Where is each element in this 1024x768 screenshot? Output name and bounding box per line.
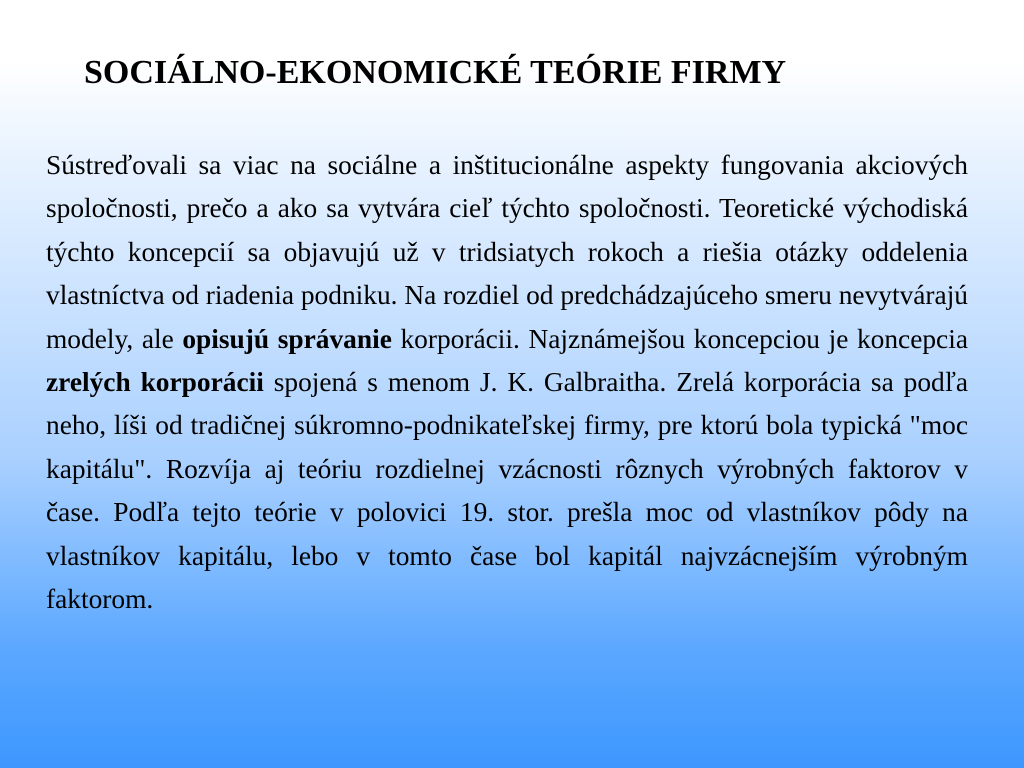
emphasis-zrelych-korporacii: zrelých korporácii — [46, 367, 264, 398]
slide-title: SOCIÁLNO-EKONOMICKÉ TEÓRIE FIRMY — [84, 54, 787, 91]
body-text-part-3: spojená s menom J. K. Galbraitha. Zrelá korporácia sa podľa neho, líši od tradičnej súkromno-podnikateľskej firmy, pre ktorú bola typická "moc kapitálu". Rozvíja aj teóriu rozdielnej vzácnosti rôznych výrobných faktorov v čase. Podľa tejto teórie v polovici 19. stor. prešla moc od vlastníkov pôdy na vlastníkov kapitálu, lebo v tomto čase bol kapitál najvzácnejším výrobným faktorom. — [46, 367, 968, 615]
body-text-part-2: korporácii. Najznámejšou koncepciou je koncepcia — [391, 323, 968, 354]
body-text-part-1: Sústreďovali sa viac na sociálne a inštitucionálne aspekty fungovania akciových spoločnosti, prečo a ako sa vytvára cieľ týchto spoločnosti. Teoretické východiská týchto koncepcií sa objavujú už v tridsiatych rokoch a riešia otázky oddelenia vlastníctva od riadenia podniku. Na rozdiel od predchádzajúceho smeru nevytvárajú modely, ale — [46, 150, 968, 354]
emphasis-opisuju-spravanie: opisujú správanie — [182, 323, 392, 354]
slide-body-paragraph — [46, 144, 968, 621]
